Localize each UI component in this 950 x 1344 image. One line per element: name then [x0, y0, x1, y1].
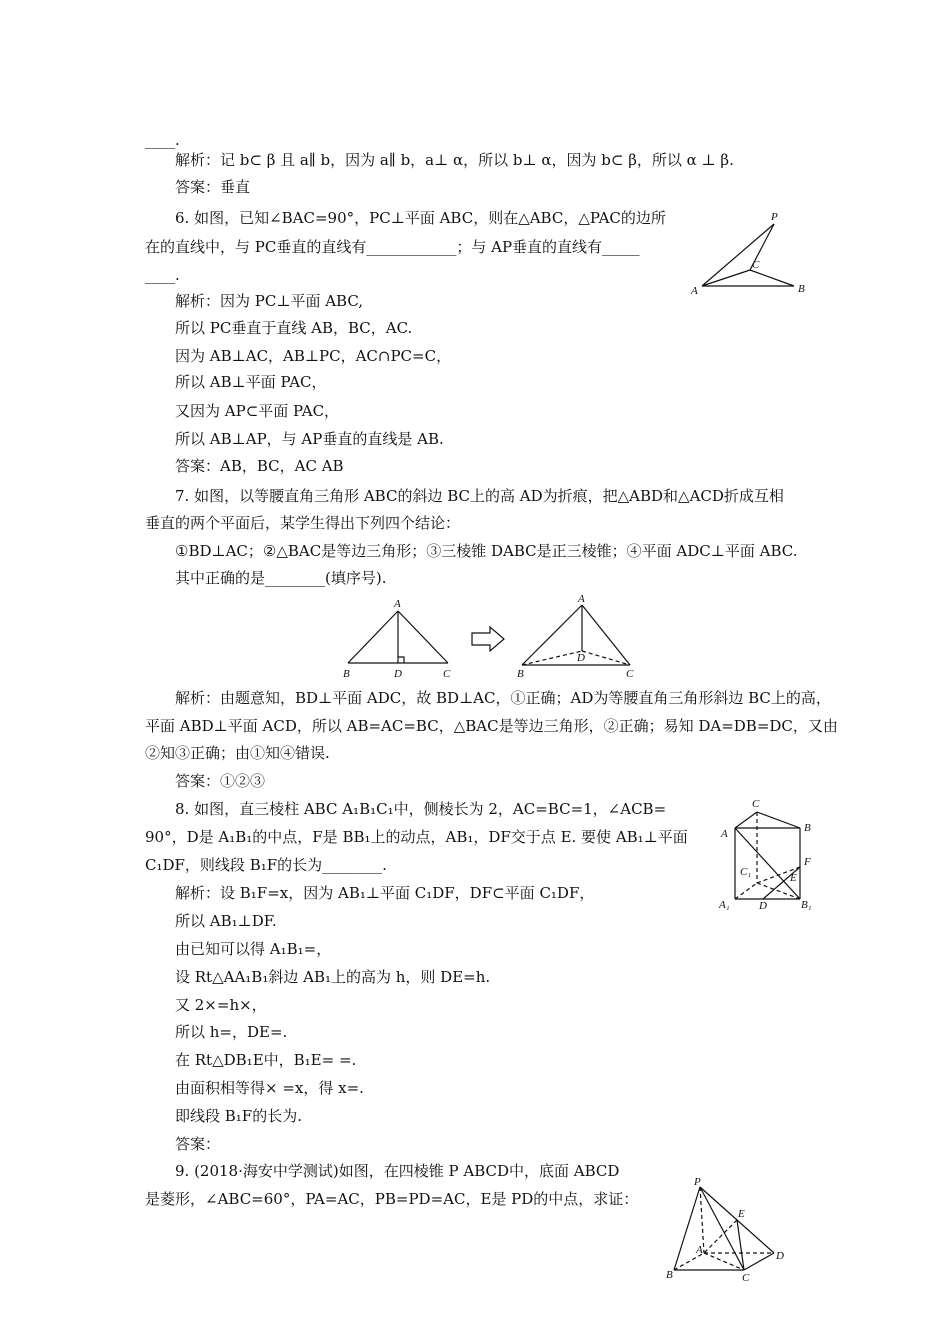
text-line: ①BD⊥AC；②△BAC是等边三角形；③三棱锥 DABC是正三棱锥；④平面 ADC⊥平面 ABC.: [175, 542, 798, 560]
edge-pa: [702, 224, 774, 286]
label-c1: C₁: [740, 866, 752, 878]
label-f: F: [804, 856, 811, 868]
label-b: B: [666, 1269, 673, 1281]
label-a: A: [721, 828, 728, 840]
text-line: 因为 AB⊥AC，AB⊥PC，AC∩PC=C，: [175, 347, 452, 365]
text-line: 其中正确的是________(填序号).: [175, 569, 387, 587]
figure-6-diagram: [688, 210, 818, 300]
text-line: 答案：垂直: [175, 178, 251, 196]
text-line: 所以 AB₁⊥DF.: [175, 912, 277, 930]
text-line: 是菱形，∠ABC=60°，PA=AC，PB=PD=AC，E是 PD的中点，求证：: [145, 1190, 639, 1208]
text-line: 解析：设 B₁F=x，因为 AB₁⊥平面 C₁DF，DF⊂平面 C₁DF，: [175, 884, 595, 902]
text-line: 答案：AB，BC，AC AB: [175, 457, 344, 475]
label-d: D: [394, 668, 402, 680]
label-a-folded: A: [578, 595, 585, 605]
text-line: 又因为 AP⊂平面 PAC，: [175, 402, 340, 420]
label-c: C: [443, 668, 451, 680]
text-line: 在 Rt△DB₁E中，B₁E= =.: [175, 1051, 357, 1069]
label-d: D: [759, 900, 767, 910]
text-line: ____.: [145, 131, 180, 149]
text-line: 9. (2018·海安中学测试)如图，在四棱锥 P ABCD中，底面 ABCD: [175, 1162, 620, 1180]
label-d-folded: D: [577, 652, 585, 664]
text-line: 垂直的两个平面后，某学生得出下列四个结论：: [145, 514, 461, 532]
text-line: 由已知可以得 A₁B₁=，: [175, 940, 332, 958]
text-line: 即线段 B₁F的长为.: [175, 1107, 302, 1125]
label-e: E: [790, 872, 797, 884]
text-line: ②知③正确；由①知④错误.: [145, 744, 330, 762]
label-b: B: [343, 668, 350, 680]
figure-7-diagram: [340, 595, 670, 685]
text-line: 设 Rt△AA₁B₁斜边 AB₁上的高为 h，则 DE=h.: [175, 968, 491, 986]
text-line: 90°，D是 A₁B₁的中点，F是 BB₁上的动点，AB₁，DF交于点 E. 要使 AB₁⊥平面: [145, 828, 688, 846]
label-e: E: [738, 1208, 745, 1220]
text-line: 解析：记 b⊂ β 且 a∥ b，因为 a∥ b，a⊥ α，所以 b⊥ α，因为 b⊂ β，所以 α ⊥ β.: [175, 151, 734, 169]
text-line: 6. 如图，已知∠BAC=90°，PC⊥平面 ABC，则在△ABC，△PAC的边所: [175, 209, 666, 227]
figure-9-pyramid: [660, 1175, 790, 1285]
text-line: C₁DF，则线段 B₁F的长为________.: [145, 856, 387, 874]
label-c: C: [752, 259, 760, 271]
text-line: ____.: [145, 266, 180, 284]
label-a: A: [691, 285, 698, 297]
label-b1: B₁: [801, 899, 812, 910]
label-c: C: [752, 798, 760, 810]
text-line: 8. 如图，直三棱柱 ABC A₁B₁C₁中，侧棱长为 2，AC=BC=1，∠ACB=: [175, 800, 667, 818]
text-line: 平面 ABD⊥平面 ACD，所以 AB=AC=BC，△BAC是等边三角形，②正确；易知 DA=DB=DC，又由: [145, 717, 838, 735]
label-p: P: [771, 211, 778, 223]
text-line: 解析：由题意知，BD⊥平面 ADC，故 BD⊥AC，①正确；AD为等腰直角三角形斜边 BC上的高，: [175, 689, 831, 707]
label-b: B: [804, 822, 811, 834]
label-d: D: [776, 1250, 784, 1262]
label-b-folded: B: [517, 668, 524, 680]
label-b: B: [798, 283, 805, 295]
label-c: C: [742, 1272, 750, 1284]
figure-8-prism: [715, 795, 825, 910]
text-line: 解析：因为 PC⊥平面 ABC,: [175, 292, 364, 310]
text-line: 答案：①②③: [175, 772, 266, 790]
text-line: 7. 如图，以等腰直角三角形 ABC的斜边 BC上的高 AD为折痕，把△ABD和△ACD折成互相: [175, 487, 784, 505]
text-line: 由面积相等得× =x，得 x=.: [175, 1079, 364, 1097]
text-line: 所以 h=，DE=.: [175, 1023, 288, 1041]
label-p: P: [694, 1176, 701, 1188]
text-line: 所以 PC垂直于直线 AB，BC，AC.: [175, 319, 413, 337]
label-a1: A₁: [719, 899, 730, 910]
label-c-folded: C: [626, 668, 634, 680]
text-line: 答案：: [175, 1135, 221, 1153]
edge-ac: [702, 270, 750, 286]
text-line: 在的直线中，与 PC垂直的直线有____________；与 AP垂直的直线有_____: [145, 238, 640, 256]
edge-cb: [750, 270, 794, 286]
label-a: A: [394, 598, 401, 610]
label-a: A: [696, 1244, 703, 1256]
text-line: 所以 AB⊥平面 PAC，: [175, 373, 327, 391]
text-line: 所以 AB⊥AP，与 AP垂直的直线是 AB.: [175, 430, 444, 448]
text-line: 又 2×=h×，: [175, 996, 267, 1014]
